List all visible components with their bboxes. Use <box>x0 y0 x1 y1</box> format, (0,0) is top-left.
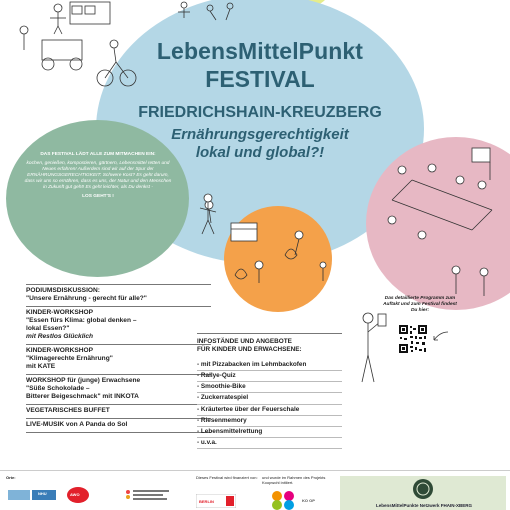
koop-logo <box>270 490 298 510</box>
nhu-logo-text: NHU <box>38 491 47 496</box>
person-left-sketch <box>196 190 224 240</box>
offer-item: - Lebensmittelrettung <box>197 427 342 438</box>
event-detail: "Klimagerechte Ernährung" <box>26 355 113 362</box>
event-item <box>26 375 211 405</box>
berlin-logo-text: BERLIN <box>199 499 214 504</box>
awo-logo-text: AWO <box>70 492 80 497</box>
arrow-icon <box>430 330 450 344</box>
event-item <box>26 345 211 375</box>
offers-section <box>197 333 342 449</box>
event-detail: "Süße Schokolade – <box>26 385 90 392</box>
event-detail: "Essen fürs Klima: global denken – <box>26 317 137 324</box>
offers-heading <box>197 333 342 354</box>
footer-places-label: Orte: <box>6 475 16 480</box>
event-heading: PODIUMSDISKUSSION: <box>26 287 101 294</box>
event-heading: LIVE-MUSIK von A Panda do Sol <box>26 421 128 428</box>
event-detail: Bitterer Beigeschmack" mit INKOTA <box>26 393 139 400</box>
district-title: FRIEDRICHSHAIN-KREUZBERG <box>138 104 382 121</box>
offer-item: - Riesenmemory <box>197 416 342 427</box>
koop-logo-text: KO OP <box>302 498 315 503</box>
partner-logo <box>122 488 172 502</box>
offer-item: - Rallye-Quiz <box>197 371 342 382</box>
network-emblem-icon <box>412 478 434 500</box>
invitation-text <box>24 152 172 203</box>
nhu-logo <box>8 488 58 502</box>
subtitle-line1: Ernährungsgerechtigkeit <box>171 126 349 143</box>
offer-item: - Smoothie-Bike <box>197 382 342 393</box>
festival-title-line2: FESTIVAL <box>205 66 315 92</box>
offer-item: - Kräutertee über der Feuerschale <box>197 405 342 416</box>
people-sketch-top <box>170 0 250 28</box>
event-detail: mit Restlos Glücklich <box>26 333 94 340</box>
event-item <box>26 307 211 345</box>
qr-code-icon[interactable] <box>398 324 428 354</box>
festival-title-line1: LebensMittelPunkt <box>156 38 364 64</box>
event-heading: VEGETARISCHES BUFFET <box>26 407 110 414</box>
event-item <box>26 419 211 433</box>
event-detail: mit KATE <box>26 363 56 370</box>
event-heading: KINDER-WORKSHOP <box>26 347 94 354</box>
offer-item: - u.v.a. <box>197 438 342 449</box>
event-heading: KINDER-WORKSHOP <box>26 309 94 316</box>
event-detail: lokal Essen?" <box>26 325 70 332</box>
offer-item: - Zuckerratespiel <box>197 393 342 404</box>
project-note: und wurde im Rahmen des Projekts Koopwohl initiiert. <box>262 475 326 485</box>
event-heading: WORKSHOP für (junge) Erwachsene <box>26 377 141 384</box>
event-item <box>26 284 211 307</box>
event-item <box>26 405 211 419</box>
offer-item: - mit Pizzabacken im Lehmbackofen <box>197 360 342 371</box>
subtitle-line2: lokal und global?! <box>195 144 325 161</box>
offers-heading-line1: INFOSTÄNDE UND ANGEBOTE <box>197 338 292 345</box>
invitation-heading: DAS FESTIVAL LÄDT ALLE ZUM MITMACHEN EIN: <box>40 152 156 157</box>
network-name: LebensMittelPunkte Netzwerk FHAIN-XBERG <box>375 503 472 508</box>
funding-note: Dieses Festival wird finanziert von: <box>196 475 258 480</box>
offers-heading-line2: FÜR KINDER UND ERWACHSENE: <box>197 346 302 354</box>
invitation-body: kochen, genießen, kompostieren, gärtnern, Lebensmittel retten und Neues erfahren! Außerdem sind wir auf der Spur der ERNÄHRUNGSGERECHTIGKEIT: Schwere Kost? Es geht darum, dass wir uns so ernähren, dass es uns, der Natur und den Menschen in Zukunft gut geht! Es geht leichter, als Du denkst - <box>24 161 172 191</box>
invitation-closing: LOS GEHT'S ! <box>82 193 114 199</box>
event-list <box>26 284 211 433</box>
event-detail: "Unsere Ernährung - gerecht für alle?" <box>26 295 147 302</box>
program-note: Das detaillierte Programm zum Auftakt und zum Festival findest Du hier: <box>383 296 457 313</box>
